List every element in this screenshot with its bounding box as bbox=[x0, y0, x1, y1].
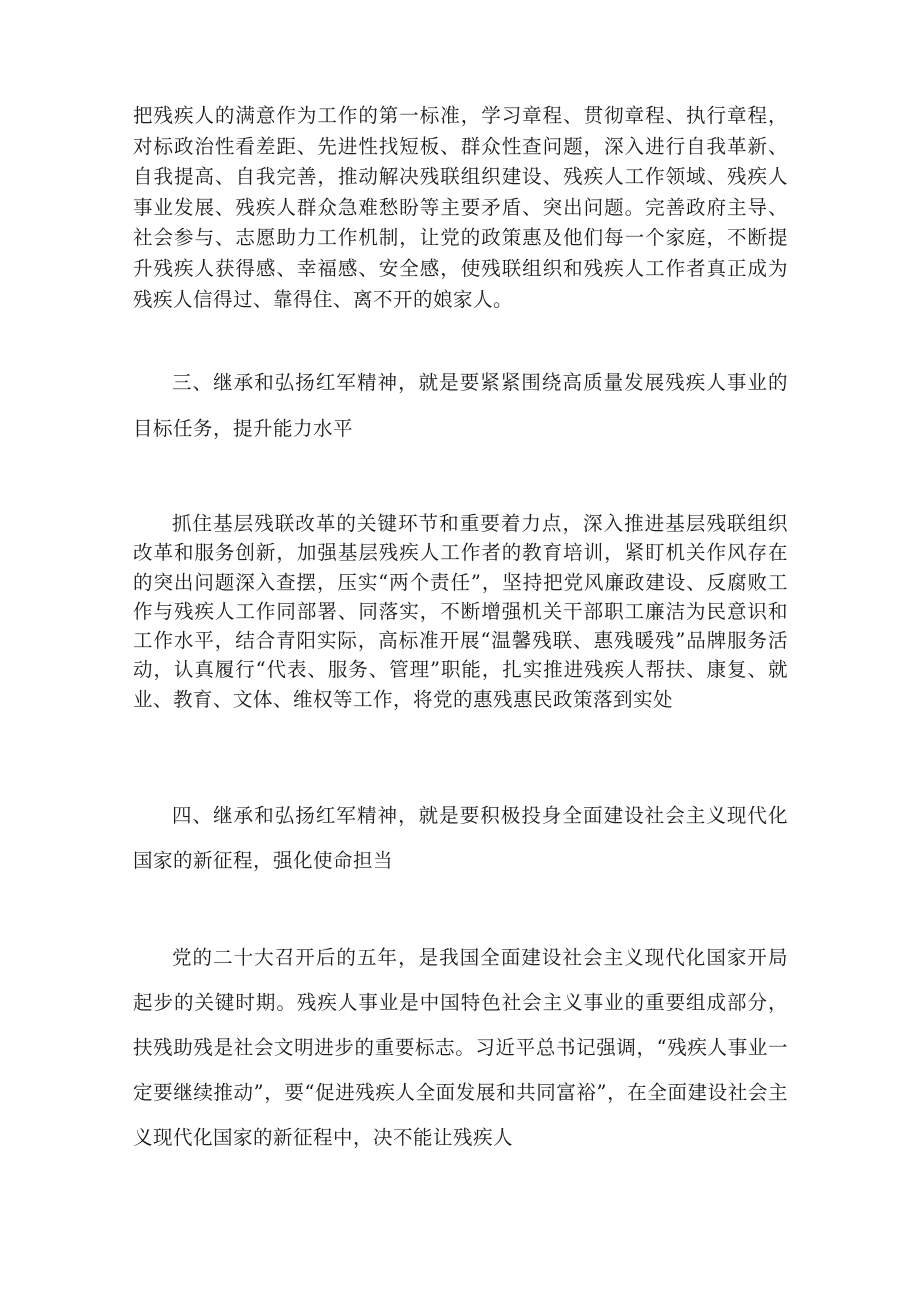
body-paragraph: 党的二十大召开后的五年，是我国全面建设社会主义现代化国家开局起步的关键时期。残疾人事业是中国特色社会主义事业的重要组成部分，扶残助残是社会文明进步的重要标志。习近平总书记强调，“残疾人事业一定要继续推动”，要“促进残疾人全面发展和共同富裕”，在全面建设社会主义现代化国家的新征程中，决不能让残疾人 bbox=[133, 946, 788, 1149]
section-heading-4: 四、继承和弘扬红军精神，就是要积极投身全面建设社会主义现代化国家的新征程，强化使命担当 bbox=[133, 804, 788, 872]
body-paragraph: 把残疾人的满意作为工作的第一标准，学习章程、贯彻章程、执行章程，对标政治性看差距、先进性找短板、群众性查问题，深入进行自我革新、自我提高、自我完善，推动解决残联组织建设、残疾人工作领域、残疾人事业发展、残疾人群众急难愁盼等主要矛盾、突出问题。完善政府主导、社会参与、志愿助力工作机制，让党的政策惠及他们每一个家庭，不断提升残疾人获得感、幸福感、安全感，使残联组织和残疾人工作者真正成为残疾人信得过、靠得住、离不开的娘家人。 bbox=[133, 104, 788, 311]
body-paragraph: 抓住基层残联改革的关键环节和重要着力点，深入推进基层残联组织改革和服务创新，加强基层残疾人工作者的教育培训，紧盯机关作风存在的突出问题深入查摆，压实“两个责任”，坚持把党风廉政建设、反腐败工作与残疾人工作同部署、同落实，不断增强机关干部职工廉洁为民意识和工作水平，结合青阳实际，高标准开展“温馨残联、惠残暖残”品牌服务活动，认真履行“代表、服务、管理”职能，扎实推进残疾人帮扶、康复、就业、教育、文体、维权等工作，将党的惠残惠民政策落到实处 bbox=[133, 512, 788, 711]
section-heading-3: 三、继承和弘扬红军精神，就是要紧紧围绕高质量发展残疾人事业的目标任务，提升能力水平 bbox=[133, 371, 788, 440]
